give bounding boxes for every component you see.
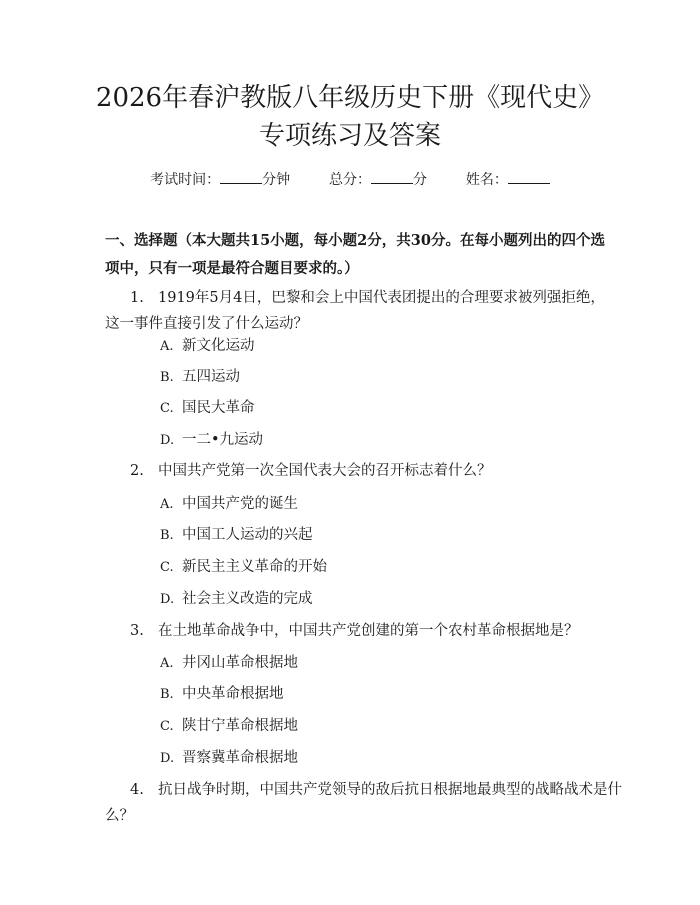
option-text: 晋察冀革命根据地 bbox=[182, 750, 298, 766]
option-item bbox=[160, 716, 298, 737]
question-number: 2. bbox=[130, 463, 144, 479]
option-item bbox=[160, 684, 284, 705]
time-blank bbox=[220, 170, 262, 184]
question-number: 1. bbox=[130, 290, 144, 306]
option-item bbox=[160, 525, 313, 546]
question-text-cont: 这一事件直接引发了什么运动？ bbox=[105, 316, 308, 332]
option-letter: B. bbox=[160, 687, 174, 702]
option-item bbox=[160, 557, 327, 578]
option-letter: B. bbox=[160, 528, 174, 543]
name-label: 姓名： bbox=[465, 172, 508, 188]
option-letter: A. bbox=[160, 497, 174, 512]
question-text: 抗日战争时期，中国共产党领导的敌后抗日根据地最典型的战略战术是什 bbox=[158, 782, 622, 798]
option-item bbox=[160, 653, 298, 674]
option-item bbox=[160, 430, 263, 451]
option-text: 社会主义改造的完成 bbox=[182, 591, 313, 607]
time-label: 考试时间： bbox=[150, 172, 221, 188]
question-text: 中国共产党第一次全国代表大会的召开标志着什么？ bbox=[158, 463, 492, 479]
name-blank bbox=[508, 170, 550, 184]
question-number: 4. bbox=[130, 782, 144, 798]
page-title-line1: 2026年春沪教版八年级历史下册《现代史》 bbox=[95, 83, 605, 113]
option-letter: A. bbox=[160, 339, 174, 354]
option-letter: C. bbox=[160, 401, 174, 416]
option-text: 井冈山革命根据地 bbox=[182, 655, 298, 671]
option-item bbox=[160, 336, 255, 357]
exam-info bbox=[0, 170, 700, 189]
option-letter: A. bbox=[160, 656, 174, 671]
option-text: 中国工人运动的兴起 bbox=[182, 527, 313, 543]
score-unit: 分 bbox=[413, 172, 427, 188]
option-text: 中国共产党的诞生 bbox=[182, 496, 298, 512]
option-text: 中央革命根据地 bbox=[182, 686, 284, 702]
option-item bbox=[160, 367, 240, 388]
section-heading-line1: 一、选择题（本大题共15小题，每小题2分，共30分。在每小题列出的四个选 bbox=[105, 232, 605, 249]
option-item bbox=[160, 494, 298, 515]
question-text: 在土地革命战争中，中国共产党创建的第一个农村革命根据地是？ bbox=[158, 623, 579, 639]
option-letter: D. bbox=[160, 751, 175, 766]
page-title-line2: 专项练习及答案 bbox=[258, 121, 441, 151]
option-text: 一二•九运动 bbox=[182, 432, 264, 448]
option-letter: C. bbox=[160, 719, 174, 734]
option-letter: D. bbox=[160, 592, 175, 607]
option-item bbox=[160, 748, 298, 769]
option-text: 国民大革命 bbox=[182, 400, 255, 416]
option-text: 新民主主义革命的开始 bbox=[182, 559, 327, 575]
question-text: 1919年5月4日，巴黎和会上中国代表团提出的合理要求被列强拒绝， bbox=[158, 290, 605, 306]
section-heading-line2: 项中，只有一项是最符合题目要求的。） bbox=[105, 260, 359, 277]
option-item bbox=[160, 589, 313, 610]
option-item bbox=[160, 398, 255, 419]
option-text: 五四运动 bbox=[182, 369, 240, 385]
score-blank bbox=[371, 170, 413, 184]
question-number: 3. bbox=[130, 623, 144, 639]
option-text: 陕甘宁革命根据地 bbox=[182, 718, 298, 734]
question-text-cont: 么？ bbox=[105, 808, 134, 824]
option-letter: B. bbox=[160, 370, 174, 385]
option-letter: C. bbox=[160, 560, 174, 575]
option-text: 新文化运动 bbox=[182, 338, 255, 354]
score-label: 总分： bbox=[329, 172, 371, 188]
time-unit: 分钟 bbox=[262, 172, 291, 188]
option-letter: D. bbox=[160, 433, 175, 448]
